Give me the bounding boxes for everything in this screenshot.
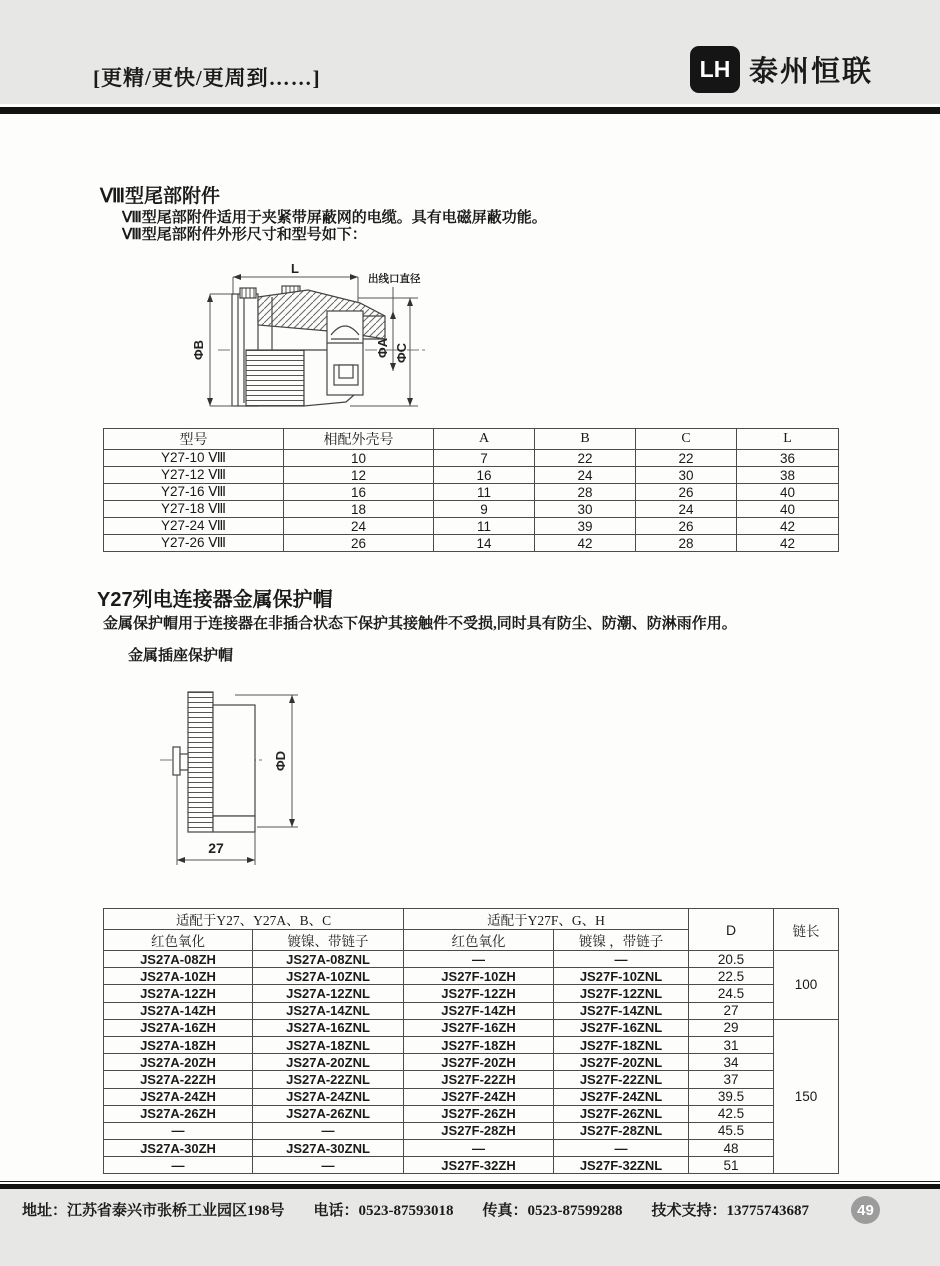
cap-cell-r1-c1: JS27A-10ZNL xyxy=(253,968,404,985)
cap-cell-r7-c3: JS27F-22ZNL xyxy=(554,1071,689,1088)
cap-cell-r9-c0: JS27A-26ZH xyxy=(104,1105,253,1122)
tail-cell-r3-c2: 9 xyxy=(434,501,535,518)
cap-sub-header-1: 镀镍、带链子 xyxy=(253,930,404,951)
phi-d-label: ΦD xyxy=(273,750,288,772)
cap-cell-r3-c3: JS27F-14ZNL xyxy=(554,1002,689,1019)
cap-table-row xyxy=(104,1071,839,1088)
tail-cell-r0-c0: Y27-10 Ⅷ xyxy=(104,450,284,467)
cap-cell-r4-c2: JS27F-16ZH xyxy=(404,1019,554,1036)
cap-cell-r5-c0: JS27A-18ZH xyxy=(104,1036,253,1053)
section-viii-desc-line2: Ⅷ型尾部附件外形尺寸和型号如下： xyxy=(122,227,367,243)
page-number-badge: 49 xyxy=(851,1196,880,1224)
cap-cell-r7-c0: JS27A-22ZH xyxy=(104,1071,253,1088)
cap-cell-r11-c3: — xyxy=(554,1140,689,1157)
cap-cell-r12-c0: — xyxy=(104,1157,253,1174)
cap-cell-r9-c2: JS27F-26ZH xyxy=(404,1105,554,1122)
protective-cap-drawing xyxy=(140,655,440,867)
cap-cell-r10-c1: — xyxy=(253,1122,404,1139)
cap-cell-r4-c0: JS27A-16ZH xyxy=(104,1019,253,1036)
footer-address: 地址：江苏省泰兴市张桥工业园区198号 xyxy=(22,1203,285,1219)
tail-cell-r0-c4: 22 xyxy=(636,450,737,467)
cap-cell-r0-c3: — xyxy=(554,951,689,968)
tail-cell-r2-c3: 28 xyxy=(535,484,636,501)
tail-cell-r1-c3: 24 xyxy=(535,467,636,484)
tail-cell-r0-c1: 10 xyxy=(284,450,434,467)
tail-cell-r4-c0: Y27-24 Ⅷ xyxy=(104,518,284,535)
cap-cell-r10-c0: — xyxy=(104,1122,253,1139)
cap-cell-r5-c3: JS27F-18ZNL xyxy=(554,1036,689,1053)
cap-sub-header-0: 红色氧化 xyxy=(104,930,253,951)
company-logo xyxy=(690,46,873,93)
header-black-rule xyxy=(0,107,940,114)
cap-table-row xyxy=(104,1140,839,1157)
tail-col-header-3: B xyxy=(535,429,636,450)
tail-cell-r3-c4: 24 xyxy=(636,501,737,518)
tail-table-header-row xyxy=(104,429,839,450)
tail-cell-r2-c0: Y27-16 Ⅷ xyxy=(104,484,284,501)
tail-cell-r3-c1: 18 xyxy=(284,501,434,518)
tail-cell-r5-c3: 42 xyxy=(535,535,636,552)
tail-cell-r1-c4: 30 xyxy=(636,467,737,484)
cap-col-header-chain: 链长 xyxy=(774,909,839,951)
tail-cell-r4-c4: 26 xyxy=(636,518,737,535)
tail-cell-r1-c5: 38 xyxy=(737,467,839,484)
cap-cell-r1-c2: JS27F-10ZH xyxy=(404,968,554,985)
tail-cell-r5-c4: 28 xyxy=(636,535,737,552)
cap-cell-r4-c4: 29 xyxy=(689,1019,774,1036)
footer-support: 技术支持：13775743687 xyxy=(651,1203,810,1219)
cap-group-header-0: 适配于Y27、Y27A、B、C xyxy=(104,909,404,930)
cap-table-row xyxy=(104,1002,839,1019)
tail-table-row xyxy=(104,535,839,552)
tail-accessory-table xyxy=(103,428,839,552)
tail-cell-r0-c5: 36 xyxy=(737,450,839,467)
cap-cell-r6-c1: JS27A-20ZNL xyxy=(253,1054,404,1071)
tail-cell-r0-c3: 22 xyxy=(535,450,636,467)
cap-sub-label: 金属插座保护帽 xyxy=(128,648,234,664)
cap-cell-r7-c2: JS27F-22ZH xyxy=(404,1071,554,1088)
cap-table-row xyxy=(104,1122,839,1139)
logo-lh-icon: LH xyxy=(690,46,740,93)
tail-accessory-drawing xyxy=(180,253,460,428)
outlet-diameter-label: 出线口直径 xyxy=(368,273,421,285)
cap-cell-r12-c2: JS27F-32ZH xyxy=(404,1157,554,1174)
cap-table-row xyxy=(104,1157,839,1174)
tail-cell-r4-c2: 11 xyxy=(434,518,535,535)
slogan-text: [更精/更快/更周到……] xyxy=(93,66,321,90)
footer-fax: 传真：0523-87599288 xyxy=(482,1203,623,1219)
section-cap-desc: 金属保护帽用于连接器在非插合状态下保护其接触件不受损,同时具有防尘、防潮、防淋雨作用。 xyxy=(103,616,737,632)
cap-cell-r0-c4: 20.5 xyxy=(689,951,774,968)
tail-cell-r1-c0: Y27-12 Ⅷ xyxy=(104,467,284,484)
cap-cell-r3-c1: JS27A-14ZNL xyxy=(253,1002,404,1019)
cap-cell-r2-c3: JS27F-12ZNL xyxy=(554,985,689,1002)
cap-cell-r2-c4: 24.5 xyxy=(689,985,774,1002)
cap-table-row xyxy=(104,1036,839,1053)
cap-table-group-header-row xyxy=(104,909,839,930)
tail-cell-r3-c3: 30 xyxy=(535,501,636,518)
tail-cell-r4-c1: 24 xyxy=(284,518,434,535)
cap-table-row xyxy=(104,985,839,1002)
tail-cell-r5-c5: 42 xyxy=(737,535,839,552)
tail-cell-r1-c2: 16 xyxy=(434,467,535,484)
cap-cell-r5-c1: JS27A-18ZNL xyxy=(253,1036,404,1053)
cap-cell-r10-c2: JS27F-28ZH xyxy=(404,1122,554,1139)
cap-cell-r9-c4: 42.5 xyxy=(689,1105,774,1122)
tail-table-row xyxy=(104,518,839,535)
cap-cell-r11-c0: JS27A-30ZH xyxy=(104,1140,253,1157)
cap-cell-r8-c3: JS27F-24ZNL xyxy=(554,1088,689,1105)
tail-col-header-0: 型号 xyxy=(104,429,284,450)
tail-table-row xyxy=(104,467,839,484)
cap-chain-length-cell: 100 xyxy=(774,951,839,1020)
cap-sub-header-3: 镀镍 ，带链子 xyxy=(554,930,689,951)
tail-table-row xyxy=(104,484,839,501)
phi-a-label: ΦA xyxy=(375,337,390,359)
cap-cell-r5-c4: 31 xyxy=(689,1036,774,1053)
tail-cell-r5-c2: 14 xyxy=(434,535,535,552)
cap-cell-r8-c4: 39.5 xyxy=(689,1088,774,1105)
tail-cell-r0-c2: 7 xyxy=(434,450,535,467)
tail-cell-r2-c2: 11 xyxy=(434,484,535,501)
cap-table-row xyxy=(104,1105,839,1122)
tail-cell-r2-c4: 26 xyxy=(636,484,737,501)
section-viii-title: Ⅷ型尾部附件 xyxy=(100,186,221,207)
cap-cell-r7-c1: JS27A-22ZNL xyxy=(253,1071,404,1088)
cap-cell-r11-c4: 48 xyxy=(689,1140,774,1157)
tail-cell-r3-c5: 40 xyxy=(737,501,839,518)
cap-cell-r4-c3: JS27F-16ZNL xyxy=(554,1019,689,1036)
tail-table-row xyxy=(104,501,839,518)
cap-cell-r8-c2: JS27F-24ZH xyxy=(404,1088,554,1105)
cap-cell-r8-c1: JS27A-24ZNL xyxy=(253,1088,404,1105)
cap-cell-r6-c2: JS27F-20ZH xyxy=(404,1054,554,1071)
tail-cell-r1-c1: 12 xyxy=(284,467,434,484)
logo-company-name: 泰州恒联 xyxy=(749,56,874,88)
cap-cell-r5-c2: JS27F-18ZH xyxy=(404,1036,554,1053)
footer-thin-rule xyxy=(0,1181,940,1182)
cap-cell-r2-c2: JS27F-12ZH xyxy=(404,985,554,1002)
section-cap-title: Y27列电连接器金属保护帽 xyxy=(97,589,333,611)
cap-cell-r9-c3: JS27F-26ZNL xyxy=(554,1105,689,1122)
tail-col-header-1: 相配外壳号 xyxy=(284,429,434,450)
cap-cell-r2-c0: JS27A-12ZH xyxy=(104,985,253,1002)
cap-table-row xyxy=(104,1019,839,1036)
phi-b-label: ΦB xyxy=(191,339,206,361)
cap-table-row xyxy=(104,1054,839,1071)
cap-cell-r3-c4: 27 xyxy=(689,1002,774,1019)
tail-cell-r3-c0: Y27-18 Ⅷ xyxy=(104,501,284,518)
footer-phone: 电话：0523-87593018 xyxy=(313,1203,454,1219)
cap-cell-r12-c1: — xyxy=(253,1157,404,1174)
width-27-label: 27 xyxy=(208,840,224,856)
cap-cell-r2-c1: JS27A-12ZNL xyxy=(253,985,404,1002)
cap-cell-r1-c3: JS27F-10ZNL xyxy=(554,968,689,985)
protective-cap-table xyxy=(103,908,839,1174)
phi-c-label: ΦC xyxy=(394,342,409,364)
cap-table-row xyxy=(104,951,839,968)
tail-cell-r2-c1: 16 xyxy=(284,484,434,501)
cap-cell-r4-c1: JS27A-16ZNL xyxy=(253,1019,404,1036)
cap-sub-header-2: 红色氧化 xyxy=(404,930,554,951)
tail-cell-r5-c1: 26 xyxy=(284,535,434,552)
cap-cell-r6-c4: 34 xyxy=(689,1054,774,1071)
cap-group-header-1: 适配于Y27F、G、H xyxy=(404,909,689,930)
cap-cell-r9-c1: JS27A-26ZNL xyxy=(253,1105,404,1122)
footer-contact-row xyxy=(22,1199,809,1220)
cap-cell-r0-c1: JS27A-08ZNL xyxy=(253,951,404,968)
cap-cell-r1-c0: JS27A-10ZH xyxy=(104,968,253,985)
tail-table-row xyxy=(104,450,839,467)
tail-cell-r4-c3: 39 xyxy=(535,518,636,535)
cap-cell-r10-c3: JS27F-28ZNL xyxy=(554,1122,689,1139)
dim-label-L: L xyxy=(291,261,299,276)
tail-cell-r5-c0: Y27-26 Ⅷ xyxy=(104,535,284,552)
tail-cell-r2-c5: 40 xyxy=(737,484,839,501)
cap-cell-r0-c0: JS27A-08ZH xyxy=(104,951,253,968)
cap-cell-r10-c4: 45.5 xyxy=(689,1122,774,1139)
cap-cell-r3-c2: JS27F-14ZH xyxy=(404,1002,554,1019)
cap-table-row xyxy=(104,1088,839,1105)
cap-chain-length-cell: 150 xyxy=(774,1019,839,1174)
cap-cell-r0-c2: — xyxy=(404,951,554,968)
cap-col-header-d: D xyxy=(689,909,774,951)
tail-col-header-5: L xyxy=(737,429,839,450)
cap-table-row xyxy=(104,968,839,985)
tail-cell-r4-c5: 42 xyxy=(737,518,839,535)
cap-cell-r3-c0: JS27A-14ZH xyxy=(104,1002,253,1019)
cap-cell-r6-c3: JS27F-20ZNL xyxy=(554,1054,689,1071)
cap-cell-r11-c2: — xyxy=(404,1140,554,1157)
cap-cell-r1-c4: 22.5 xyxy=(689,968,774,985)
tail-col-header-4: C xyxy=(636,429,737,450)
section-viii-desc-line1: Ⅷ型尾部附件适用于夹紧带屏蔽网的电缆。具有电磁屏蔽功能。 xyxy=(122,210,547,226)
tail-col-header-2: A xyxy=(434,429,535,450)
cap-cell-r11-c1: JS27A-30ZNL xyxy=(253,1140,404,1157)
cap-cell-r12-c3: JS27F-32ZNL xyxy=(554,1157,689,1174)
cap-cell-r12-c4: 51 xyxy=(689,1157,774,1174)
cap-cell-r8-c0: JS27A-24ZH xyxy=(104,1088,253,1105)
cap-cell-r7-c4: 37 xyxy=(689,1071,774,1088)
cap-cell-r6-c0: JS27A-20ZH xyxy=(104,1054,253,1071)
